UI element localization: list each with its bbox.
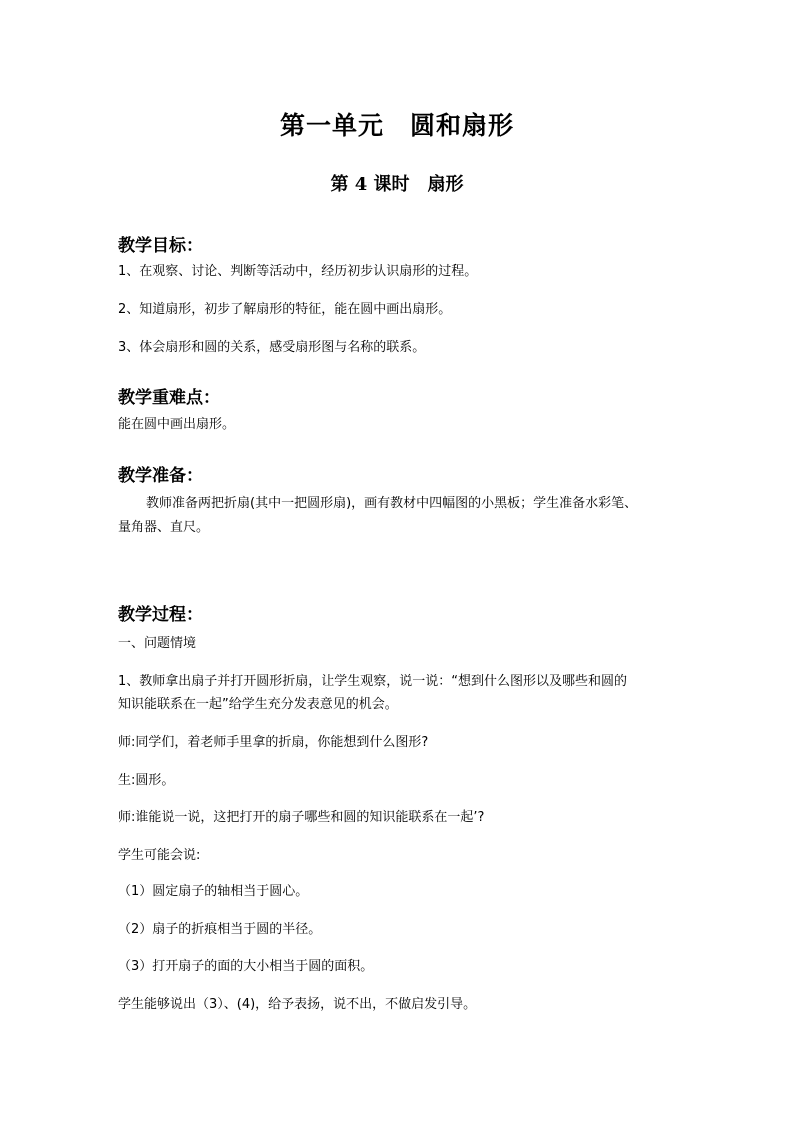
process-heading: 教学过程： bbox=[118, 605, 203, 625]
process-line: （3）打开扇子的面的大小相当于圆的面积。 bbox=[118, 959, 374, 974]
goal-item-1: 1、在观察、讨论、判断等活动中，经历初步认识扇形的过程。 bbox=[118, 264, 478, 279]
process-line: 一、问题情境 bbox=[118, 636, 197, 651]
process-line: （1）圆定扇子的轴相当于圆心。 bbox=[118, 884, 309, 899]
process-line: 师:谁能说一说，这把打开的扇子哪些和圆的知识能联系在一起’? bbox=[118, 810, 485, 825]
lesson-subtitle: 第 4 课时 扇形 bbox=[330, 174, 464, 195]
goal-item-3: 3、体会扇形和圆的关系，感受扇形图与名称的联系。 bbox=[118, 340, 426, 355]
goal-item-2: 2、知道扇形，初步了解扇形的特征，能在圆中画出扇形。 bbox=[118, 302, 452, 317]
process-line: 1、教师拿出扇子并打开圆形折扇，让学生观察，说一说：“想到什么图形以及哪些和圆的 bbox=[118, 674, 628, 689]
preparation-line-2: 量角器、直尺。 bbox=[118, 520, 210, 535]
process-line: 学生能够说出（3）、(4)，给予表扬，说不出，不做启发引导。 bbox=[118, 997, 477, 1012]
key-points-text: 能在圆中画出扇形。 bbox=[118, 417, 236, 432]
page-title: 第一单元 圆和扇形 bbox=[279, 111, 514, 140]
key-points-heading: 教学重难点： bbox=[118, 388, 220, 408]
process-line: （2）扇子的折痕相当于圆的半径。 bbox=[118, 922, 322, 937]
process-line: 生:圆形。 bbox=[118, 773, 175, 788]
process-line: 知识能联系在一起”给学生充分发表意见的机会。 bbox=[118, 697, 398, 712]
process-line: 学生可能会说: bbox=[118, 848, 201, 863]
preparation-line-1: 教师准备两把折扇(其中一把圆形扇)，画有教材中四幅图的小黑板；学生准备水彩笔、 bbox=[146, 496, 638, 511]
goals-heading: 教学目标： bbox=[118, 236, 203, 256]
process-line: 师:同学们，着老师手里拿的折扇，你能想到什么图形? bbox=[118, 735, 429, 750]
preparation-heading: 教学准备： bbox=[118, 466, 203, 486]
